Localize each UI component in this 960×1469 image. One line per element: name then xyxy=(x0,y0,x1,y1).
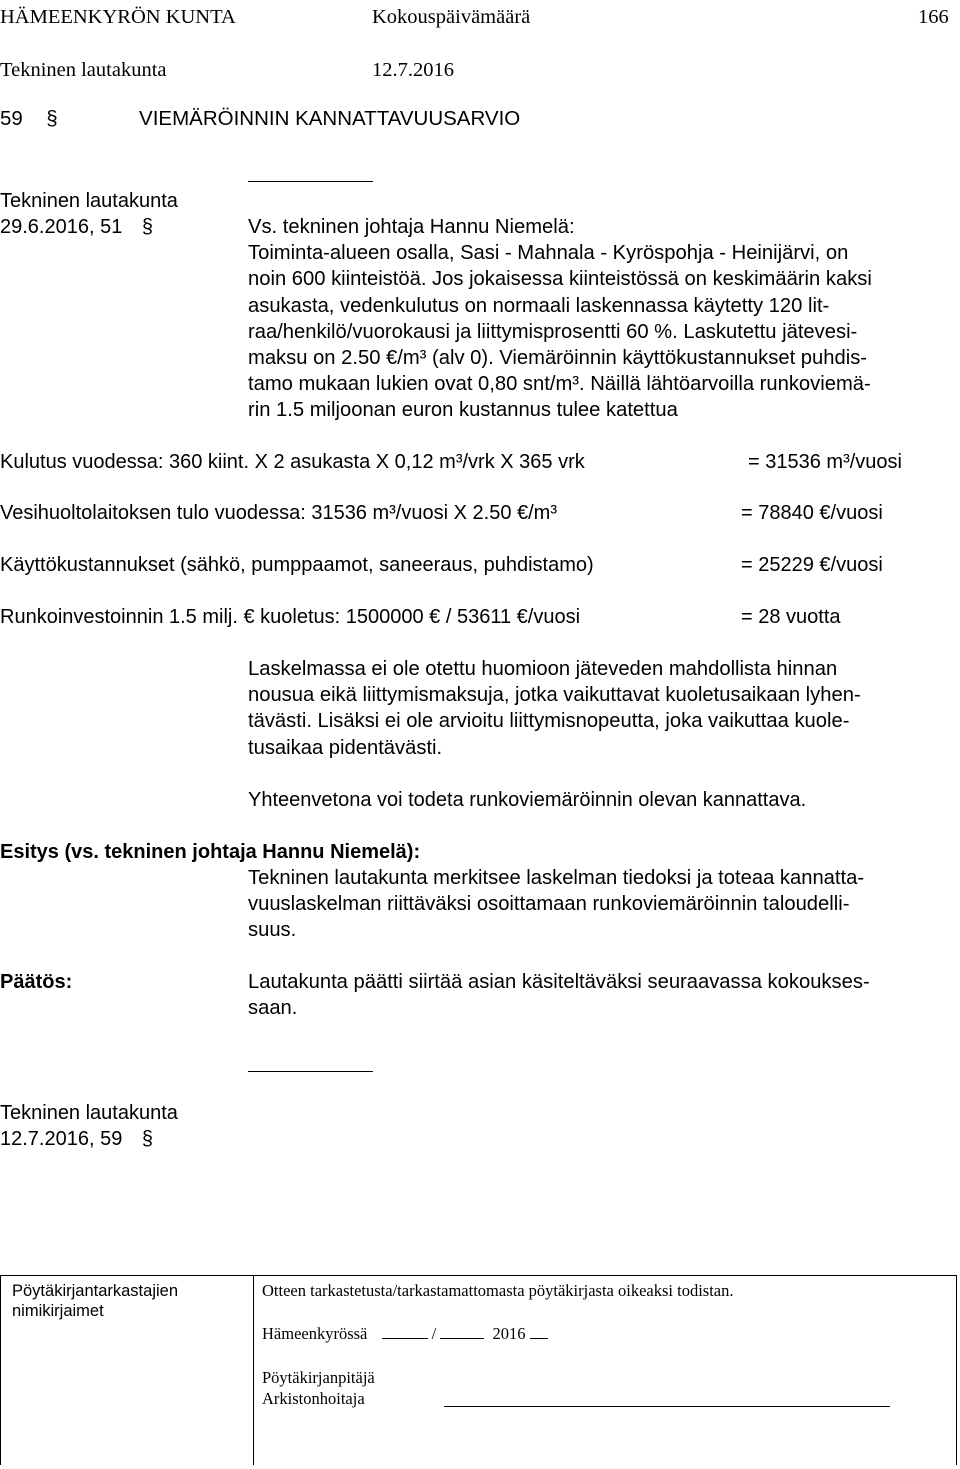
signature-line xyxy=(444,1406,890,1407)
prior-committee: Tekninen lautakunta xyxy=(0,190,178,212)
decision-heading: Päätös: xyxy=(0,971,73,993)
calc-label: Runkoinvestoinnin 1.5 milj. € kuoletus: 1500000 € / 53611 €/vuosi xyxy=(0,606,581,628)
decision-line: Lautakunta päätti siirtää asian käsiteltäväksi seuraavassa kokoukses- xyxy=(248,971,870,993)
body-line: noin 600 kiinteistöä. Jos jokaisessa kiinteistössä on keskimäärin kaksi xyxy=(248,268,872,291)
body-line: rin 1.5 miljoonan euron kustannus tulee katettua xyxy=(248,399,678,422)
later-ref: 12.7.2016, 59 xyxy=(0,1128,123,1150)
note-line: nousua eikä liittymismaksuja, jotka vaikuttavat kuoletusaikaan lyhen- xyxy=(248,684,861,707)
section-sign-icon: § xyxy=(141,1128,154,1150)
calc-label: Vesihuoltolaitoksen tulo vuodessa: 31536 m³/vuosi X 2.50 €/m³ xyxy=(0,502,557,524)
later-committee: Tekninen lautakunta xyxy=(0,1102,178,1124)
footer-box xyxy=(0,1275,957,1465)
separator-line xyxy=(248,181,373,182)
year-blank xyxy=(530,1324,548,1339)
proposal-line: vuuslaskelman riittäväksi osoittamaan runkoviemäröinnin taloudelli- xyxy=(248,893,850,916)
section-title: VIEMÄRÖINNIN KANNATTAVUUSARVIO xyxy=(139,107,521,130)
note-line: tusaikaa pidentävästi. xyxy=(248,736,443,759)
section-sign-icon: § xyxy=(46,107,58,130)
calc-result: = 31536 m³/vuosi xyxy=(748,451,902,473)
section-sign-icon: § xyxy=(141,216,154,238)
decision-paragraph xyxy=(248,969,870,1021)
day-blank xyxy=(382,1324,428,1339)
note-paragraph xyxy=(248,656,861,761)
separator-line xyxy=(248,1071,373,1072)
section-number: 59 xyxy=(0,107,23,130)
later-ref-row xyxy=(0,1126,153,1152)
month-blank xyxy=(440,1324,484,1339)
proposal-heading: Esitys (vs. tekninen johtaja Hannu Niemelä): xyxy=(0,841,421,863)
certification-text: Otteen tarkastetusta/tarkastamattomasta pöytäkirjasta oikeaksi todistan. xyxy=(262,1281,734,1300)
date-slash: / xyxy=(431,1324,437,1343)
reviewers-initials-label: nimikirjaimet xyxy=(12,1302,104,1320)
calc-result: = 28 vuotta xyxy=(741,606,841,628)
prior-ref-row xyxy=(0,214,153,240)
committee-name: Tekninen lautakunta xyxy=(0,59,167,81)
calc-result: = 78840 €/vuosi xyxy=(741,502,883,524)
org-name: HÄMEENKYRÖN KUNTA xyxy=(0,6,236,28)
note-line: tävästi. Lisäksi ei ole arvioitu liittymisnopeutta, joka vaikuttaa kuole- xyxy=(248,710,850,733)
reviewers-label: Pöytäkirjantarkastajien xyxy=(12,1282,178,1300)
date-label: Kokouspäivämäärä xyxy=(372,6,531,28)
proposal-line: suus. xyxy=(248,919,297,942)
body-line: asukasta, vedenkulutus on normaali laskennassa käytetty 120 lit- xyxy=(248,294,830,317)
place-date-row xyxy=(262,1324,548,1344)
section-title-row xyxy=(0,106,520,132)
calc-result: = 25229 €/vuosi xyxy=(741,554,883,576)
meeting-date: 12.7.2016 xyxy=(372,59,454,81)
calc-label: Käyttökustannukset (sähkö, pumppaamot, saneeraus, puhdistamo) xyxy=(0,554,594,576)
body-line: Vs. tekninen johtaja Hannu Niemelä: xyxy=(248,216,575,238)
calc-label: Kulutus vuodessa: 360 kiint. X 2 asukasta X 0,12 m³/vrk X 365 vrk xyxy=(0,451,585,473)
decision-line: saan. xyxy=(248,997,298,1020)
archivist-label: Arkistonhoitaja xyxy=(262,1389,365,1408)
note-line: Laskelmassa ei ole otettu huomioon jäteveden mahdollista hinnan xyxy=(248,658,838,680)
proposal-line: Tekninen lautakunta merkitsee laskelman tiedoksi ja toteaa kannatta- xyxy=(248,867,865,889)
footer-divider xyxy=(253,1275,254,1465)
body-line: maksu on 2.50 €/m³ (alv 0). Viemäröinnin käyttökustannukset puhdis- xyxy=(248,347,868,370)
prior-ref: 29.6.2016, 51 xyxy=(0,216,123,238)
keeper-label: Pöytäkirjanpitäjä xyxy=(262,1368,375,1387)
summary: Yhteenvetona voi todeta runkoviemäröinnin olevan kannattava. xyxy=(248,789,807,811)
proposal-paragraph xyxy=(248,865,864,944)
page-number: 166 xyxy=(918,6,949,28)
year: 2016 xyxy=(492,1324,526,1343)
body-line: Toiminta-alueen osalla, Sasi - Mahnala - Kyröspohja - Heinijärvi, on xyxy=(248,242,849,265)
body-paragraph xyxy=(248,214,872,424)
body-line: raa/henkilö/vuorokausi ja liittymisprosentti 60 %. Laskutettu jätevesi- xyxy=(248,320,858,343)
place: Hämeenkyrössä xyxy=(262,1324,368,1343)
body-line: tamo mukaan lukien ovat 0,80 snt/m³. Näillä lähtöarvoilla runkoviemä- xyxy=(248,373,871,396)
